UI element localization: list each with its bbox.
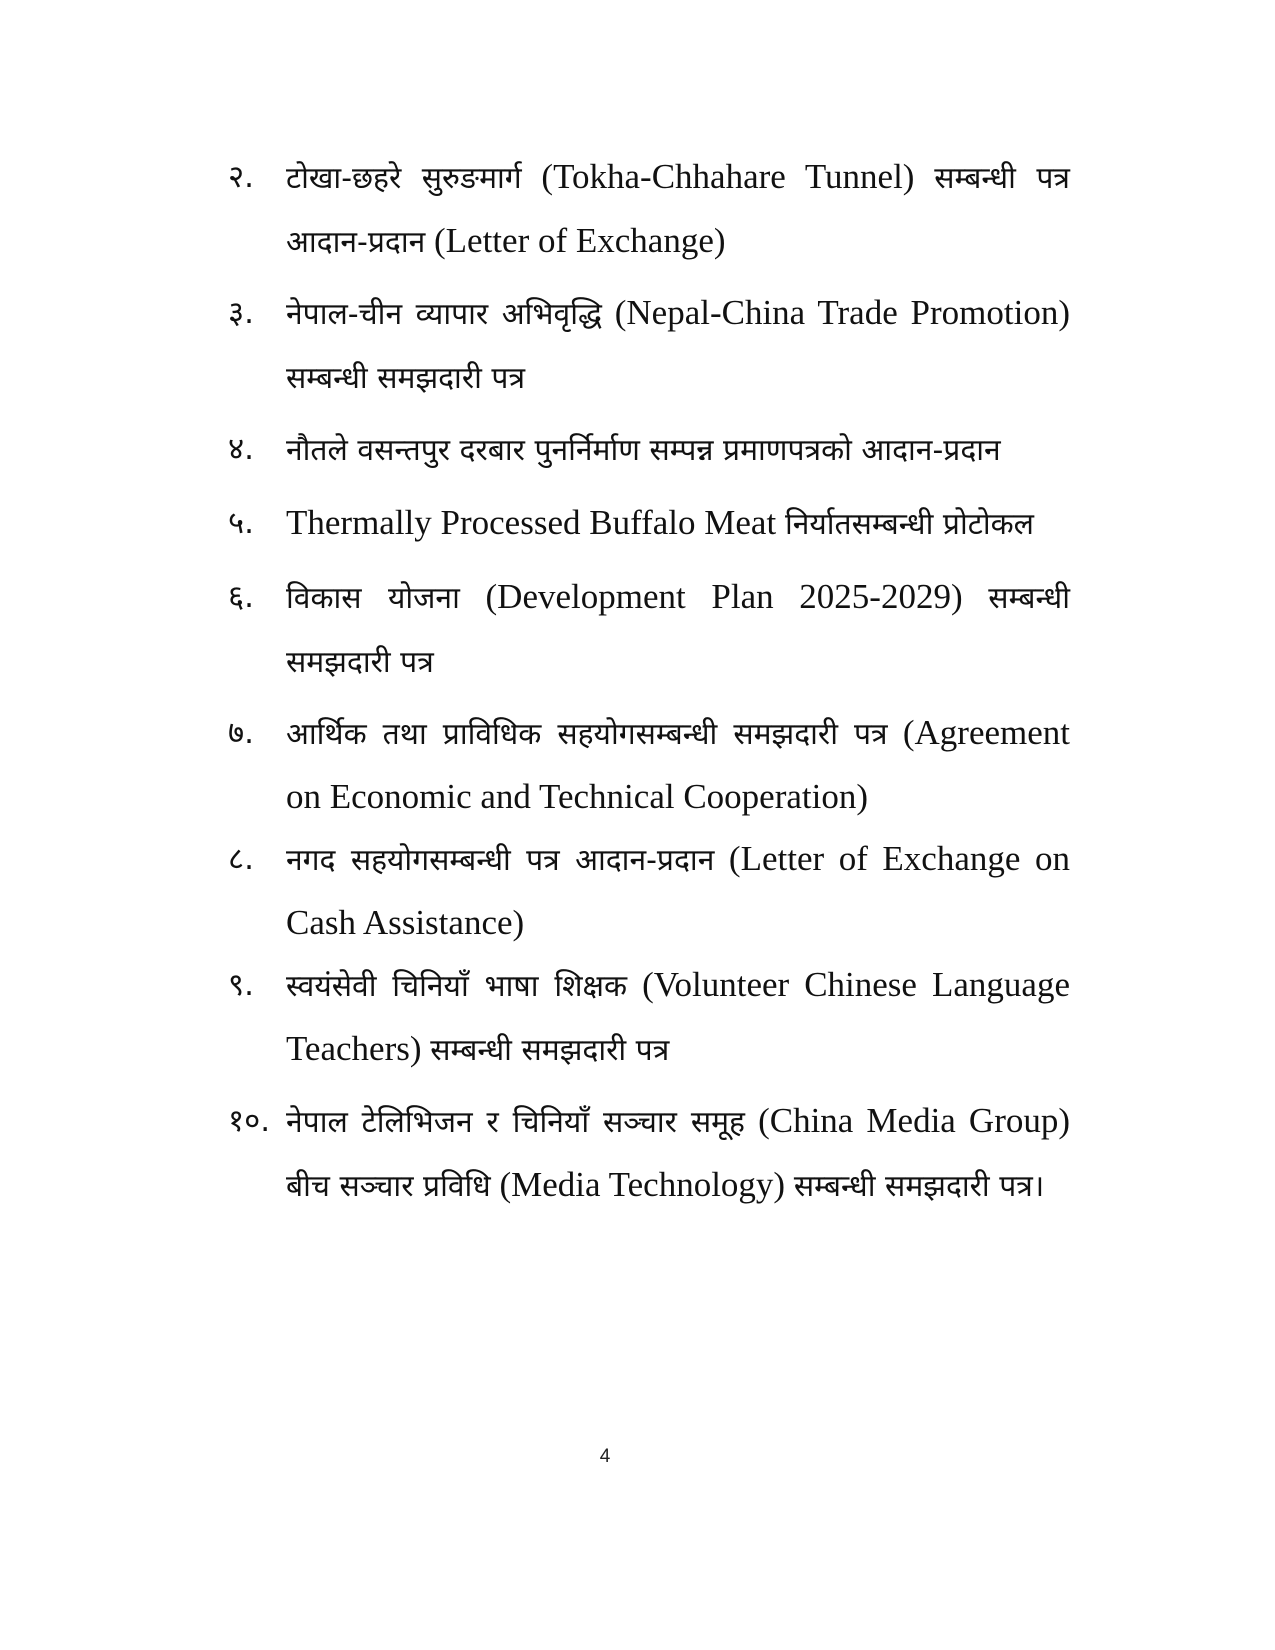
list-item-number: ७. [228, 715, 254, 751]
item-text-nepali: सम्बन्धी पत्र आदान-प्रदान [286, 161, 1070, 260]
item-text-english: (Nepal-China Trade Promotion) [601, 293, 1070, 332]
item-text-nepali: सम्बन्धी समझदारी पत्र [286, 361, 526, 396]
list-item [228, 702, 1070, 828]
list-item-number: ३. [228, 295, 254, 331]
list-item [228, 282, 1070, 410]
item-text-english: Thermally Processed Buffalo Meat [286, 503, 785, 542]
item-text-english: (Development Plan 2025-2029) [459, 577, 989, 616]
item-text-english: (Media Technology) [490, 1165, 794, 1204]
item-text-english: (Volunteer Chinese Language Teachers) [286, 965, 1070, 1068]
list-item [228, 492, 1070, 556]
item-text-nepali: नगद सहयोगसम्बन्धी पत्र आदान-प्रदान [286, 843, 715, 878]
numbered-list [228, 146, 1070, 1218]
item-text-nepali: निर्यातसम्बन्धी प्रोटोकल [784, 507, 1034, 542]
list-item [228, 954, 1070, 1082]
item-text-english: (Agreement on Economic and Technical Cooperation) [286, 713, 1070, 816]
item-text-nepali: आर्थिक तथा प्राविधिक सहयोगसम्बन्धी समझदारी पत्र [286, 717, 888, 752]
list-item-number: ५. [228, 505, 254, 541]
list-item [228, 566, 1070, 694]
item-text-english: (China Media Group) [744, 1101, 1071, 1140]
item-text-nepali: नेपाल-चीन व्यापार अभिवृद्धि [286, 297, 602, 332]
list-item [228, 146, 1070, 274]
item-text-nepali: नौतले वसन्तपुर दरबार पुनर्निर्माण सम्पन्न प्रमाणपत्रको आदान-प्रदान [286, 433, 1001, 468]
page-number: 4 [599, 1446, 611, 1467]
list-item-number: ८. [228, 841, 254, 877]
list-item [228, 418, 1070, 482]
list-item-number: ९. [228, 967, 254, 1003]
item-text-english: (Letter of Exchange on Cash Assistance) [286, 839, 1070, 942]
list-item [228, 1090, 1070, 1218]
list-item-number: २. [228, 159, 254, 195]
item-text-nepali: बीच सञ्चार प्रविधि [286, 1169, 491, 1204]
list-item-number: १०. [228, 1103, 271, 1139]
list-item-number: ६. [228, 579, 254, 615]
item-text-nepali: सम्बन्धी समझदारी पत्र [286, 581, 1070, 680]
item-text-nepali: टोखा-छहरे सुरुङमार्ग [286, 161, 522, 196]
list-item-number: ४. [228, 431, 254, 467]
item-text-english: (Letter of Exchange) [425, 221, 726, 260]
item-text-english: (Tokha-Chhahare Tunnel) [521, 157, 935, 196]
item-text-nepali: सम्बन्धी समझदारी पत्र। [793, 1169, 1045, 1204]
item-text-nepali: स्वयंसेवी चिनियाँ भाषा शिक्षक [286, 969, 628, 1004]
item-text-nepali: विकास योजना [286, 581, 460, 616]
list-item [228, 828, 1070, 954]
item-text-nepali: सम्बन्धी समझदारी पत्र [430, 1033, 670, 1068]
item-text-nepali: नेपाल टेलिभिजन र चिनियाँ सञ्चार समूह [286, 1105, 745, 1140]
